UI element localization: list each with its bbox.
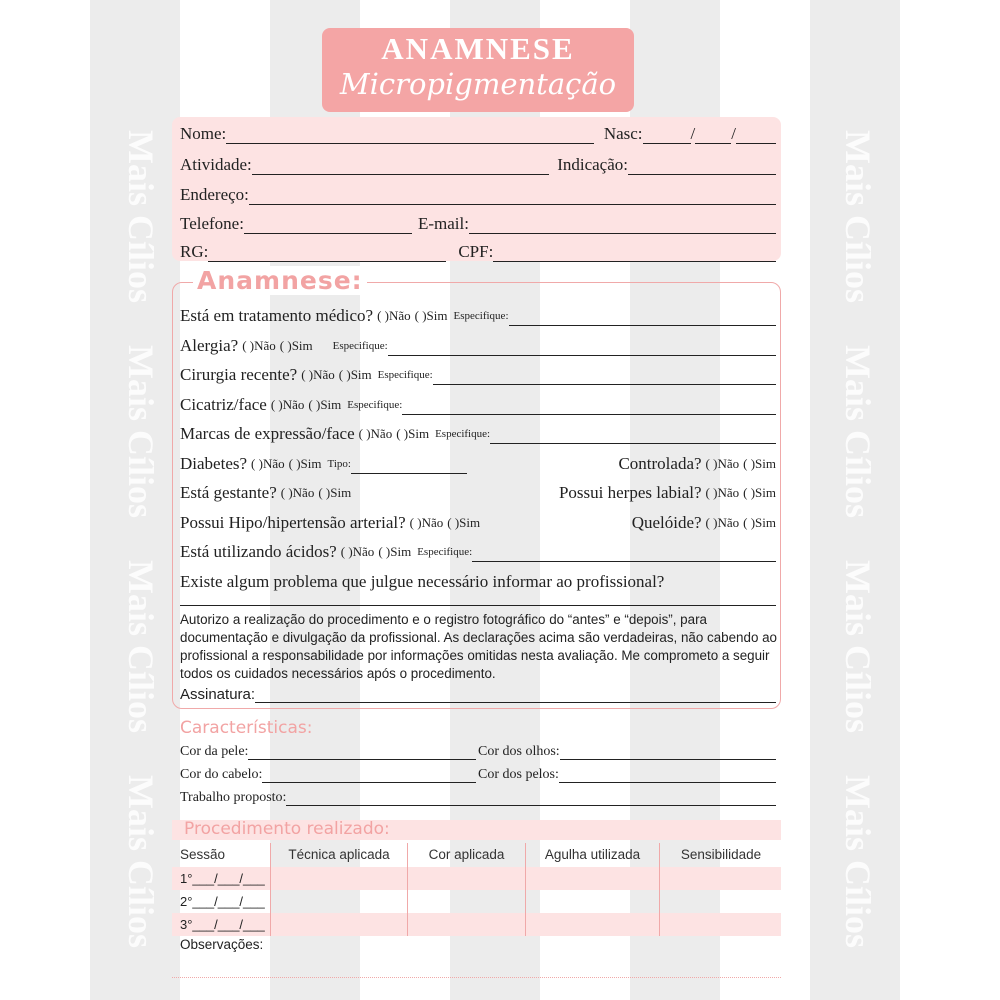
cor-olhos-field[interactable] — [560, 746, 776, 760]
especifique-field[interactable] — [433, 371, 776, 385]
column-header-cor: Cor aplicada — [428, 847, 505, 862]
option-nao[interactable]: ( )Não — [358, 426, 393, 441]
option-sim[interactable]: ( )Sim — [447, 515, 481, 530]
indicacao-field[interactable] — [628, 161, 776, 175]
form-title: ANAMNESE — [381, 31, 575, 66]
especifique-label: Especifique: — [453, 310, 509, 322]
especifique-field[interactable] — [402, 401, 776, 415]
caracteristicas-title: Características: — [180, 718, 313, 738]
assinatura-field[interactable] — [255, 689, 776, 703]
anamnese-section-title: Anamnese: — [193, 266, 367, 295]
question-label: Está utilizando ácidos? — [180, 542, 337, 561]
endereco-field[interactable] — [249, 191, 776, 205]
cpf-label: CPF: — [458, 242, 494, 261]
consent-text: Autorizo a realização do procedimento e o registro fotográfico do “antes” e “depois”, para documentação e divulgação da profissional. As declarações acima são verdadeiras, não cabendo ao profissional a responsabilidade por informações omitidas nesta avaliação. Me comprometo a seguir todos os cuidados necessários após o procedimento. — [180, 612, 778, 681]
nasc-year-field[interactable] — [736, 130, 776, 144]
rg-label: RG: — [180, 242, 209, 261]
rg-field[interactable] — [208, 248, 446, 262]
option-nao[interactable]: ( )Não — [242, 338, 276, 353]
row-atividade — [180, 155, 776, 175]
date-sep: / — [690, 124, 696, 143]
question-label: Cicatriz/face — [180, 395, 267, 414]
option-sim[interactable]: ( )Sim — [288, 456, 322, 471]
question-herpes — [559, 483, 776, 503]
watermark: Mais Cílios — [121, 775, 161, 949]
especifique-label: Especifique: — [377, 369, 433, 381]
question-label: Controlada? — [618, 454, 702, 473]
nome-label: Nome: — [180, 124, 227, 143]
column-divider — [407, 843, 408, 936]
observacoes-line[interactable] — [172, 977, 781, 978]
endereco-label: Endereço: — [180, 185, 249, 204]
cpf-field[interactable] — [493, 248, 776, 262]
procedimento-title: Procedimento realizado: — [184, 819, 390, 839]
nasc-month-field[interactable] — [695, 130, 731, 144]
atividade-field[interactable] — [252, 161, 549, 175]
option-sim[interactable]: ( )Sim — [743, 485, 776, 500]
option-nao[interactable]: ( )Não — [301, 367, 335, 382]
option-nao[interactable]: ( )Não — [377, 308, 411, 323]
tipo-field[interactable] — [351, 460, 467, 474]
cor-pele-field[interactable] — [248, 746, 476, 760]
nasc-day-field[interactable] — [643, 130, 691, 144]
option-sim[interactable]: ( )Sim — [743, 515, 776, 530]
nasc-label: Nasc: — [603, 124, 643, 143]
question-controlada — [618, 454, 776, 474]
watermark: Mais Cílios — [838, 775, 878, 949]
option-sim[interactable]: ( )Sim — [414, 308, 448, 323]
problema-answer-row — [180, 592, 776, 606]
option-nao[interactable]: ( )Não — [409, 515, 444, 530]
watermark: Mais Cílios — [838, 560, 878, 734]
especifique-field[interactable] — [388, 342, 776, 356]
question-label: Está em tratamento médico? — [180, 306, 374, 325]
especifique-label: Especifique: — [417, 546, 473, 558]
question-label: Cirurgia recente? — [180, 365, 298, 384]
cor-pelos-label: Cor dos pelos: — [478, 767, 559, 782]
question-problema — [180, 572, 776, 592]
observacoes-label: Observações: — [180, 937, 264, 952]
especifique-label: Especifique: — [347, 399, 403, 411]
question-label: Possui Hipo/hipertensão arterial? — [180, 513, 406, 532]
watermark: Mais Cílios — [838, 345, 878, 519]
form-header — [322, 28, 634, 112]
cor-olhos-label: Cor dos olhos: — [478, 744, 560, 759]
session-cell[interactable]: 1°___/___/___ — [180, 871, 265, 886]
option-sim[interactable]: ( )Sim — [378, 544, 412, 559]
row-rg — [180, 242, 776, 262]
especifique-field[interactable] — [509, 312, 777, 326]
question-label: Possui herpes labial? — [558, 483, 702, 502]
question-gestante — [180, 483, 776, 503]
telefone-label: Telefone: — [180, 214, 244, 233]
question-label: Alergia? — [180, 336, 239, 355]
column-header-tecnica: Técnica aplicada — [288, 847, 390, 862]
question-label: Existe algum problema que julgue necessário informar ao profissional? — [180, 572, 665, 591]
question-marcas — [180, 424, 776, 444]
email-field[interactable] — [469, 220, 776, 234]
especifique-field[interactable] — [472, 548, 776, 562]
indicacao-label: Indicação: — [557, 155, 628, 174]
trabalho-field[interactable] — [286, 792, 776, 806]
session-cell[interactable]: 3°___/___/___ — [180, 917, 265, 932]
question-label: Marcas de expressão/face — [180, 424, 355, 443]
question-label: Está gestante? — [180, 483, 277, 502]
question-label: Quelóide? — [631, 513, 702, 532]
row-cor-pele — [180, 744, 776, 760]
option-nao[interactable]: ( )Não — [705, 456, 740, 471]
cor-pele-label: Cor da pele: — [180, 744, 249, 759]
column-header-sensibilidade: Sensibilidade — [680, 847, 762, 862]
watermark: Mais Cílios — [121, 130, 161, 304]
telefone-field[interactable] — [244, 220, 412, 234]
option-sim[interactable]: ( )Sim — [318, 485, 352, 500]
procedimento-table — [172, 843, 781, 936]
question-acidos — [180, 542, 776, 562]
trabalho-label: Trabalho proposto: — [180, 790, 287, 805]
question-queloide — [632, 513, 776, 533]
row-cor-cabelo — [180, 767, 776, 783]
question-tratamento — [180, 306, 776, 326]
question-diabetes — [180, 454, 776, 474]
question-cirurgia — [180, 365, 776, 385]
option-sim[interactable]: ( )Sim — [743, 456, 776, 471]
session-cell[interactable]: 2°___/___/___ — [180, 894, 265, 909]
form-subtitle: Micropigmentação — [339, 67, 617, 101]
email-label: E-mail: — [417, 214, 469, 233]
question-alergia — [180, 336, 776, 356]
tipo-label: Tipo: — [327, 458, 351, 470]
atividade-label: Atividade: — [180, 155, 252, 174]
especifique-field[interactable] — [490, 430, 776, 444]
option-nao[interactable]: ( )Não — [705, 485, 740, 500]
cor-cabelo-field[interactable] — [262, 769, 476, 783]
option-nao[interactable]: ( )Não — [705, 515, 740, 530]
column-divider — [525, 843, 526, 936]
row-trabalho — [180, 790, 776, 806]
column-divider — [270, 843, 271, 936]
question-hipertensao — [180, 513, 776, 533]
option-nao[interactable]: ( )Não — [251, 456, 285, 471]
watermark: Mais Cílios — [838, 130, 878, 304]
question-cicatriz — [180, 395, 776, 415]
watermark: Mais Cílios — [121, 345, 161, 519]
option-nao[interactable]: ( )Não — [270, 397, 305, 412]
row-telefone — [180, 214, 776, 234]
assinatura-label: Assinatura: — [180, 686, 256, 703]
date-sep: / — [731, 124, 736, 143]
watermark: Mais Cílios — [121, 560, 161, 734]
question-label: Diabetes? — [180, 454, 248, 473]
option-nao[interactable]: ( )Não — [280, 485, 315, 500]
signature-row — [180, 686, 776, 703]
cor-pelos-field[interactable] — [559, 769, 776, 783]
option-sim[interactable]: ( )Sim — [338, 367, 372, 382]
column-divider — [659, 843, 660, 936]
option-sim[interactable]: ( )Sim — [279, 338, 313, 353]
column-header-agulha: Agulha utilizada — [544, 847, 641, 862]
row-nome — [180, 124, 776, 144]
nome-field[interactable] — [226, 130, 594, 144]
option-sim[interactable]: ( )Sim — [308, 397, 342, 412]
option-nao[interactable]: ( )Não — [340, 544, 375, 559]
option-sim[interactable]: ( )Sim — [396, 426, 430, 441]
problema-field[interactable] — [180, 592, 776, 606]
cor-cabelo-label: Cor do cabelo: — [180, 767, 263, 782]
column-header-sessao: Sessão — [180, 847, 226, 862]
especifique-label: Especifique: — [435, 428, 491, 440]
especifique-label: Especifique: — [332, 340, 388, 352]
row-endereco — [180, 185, 776, 205]
